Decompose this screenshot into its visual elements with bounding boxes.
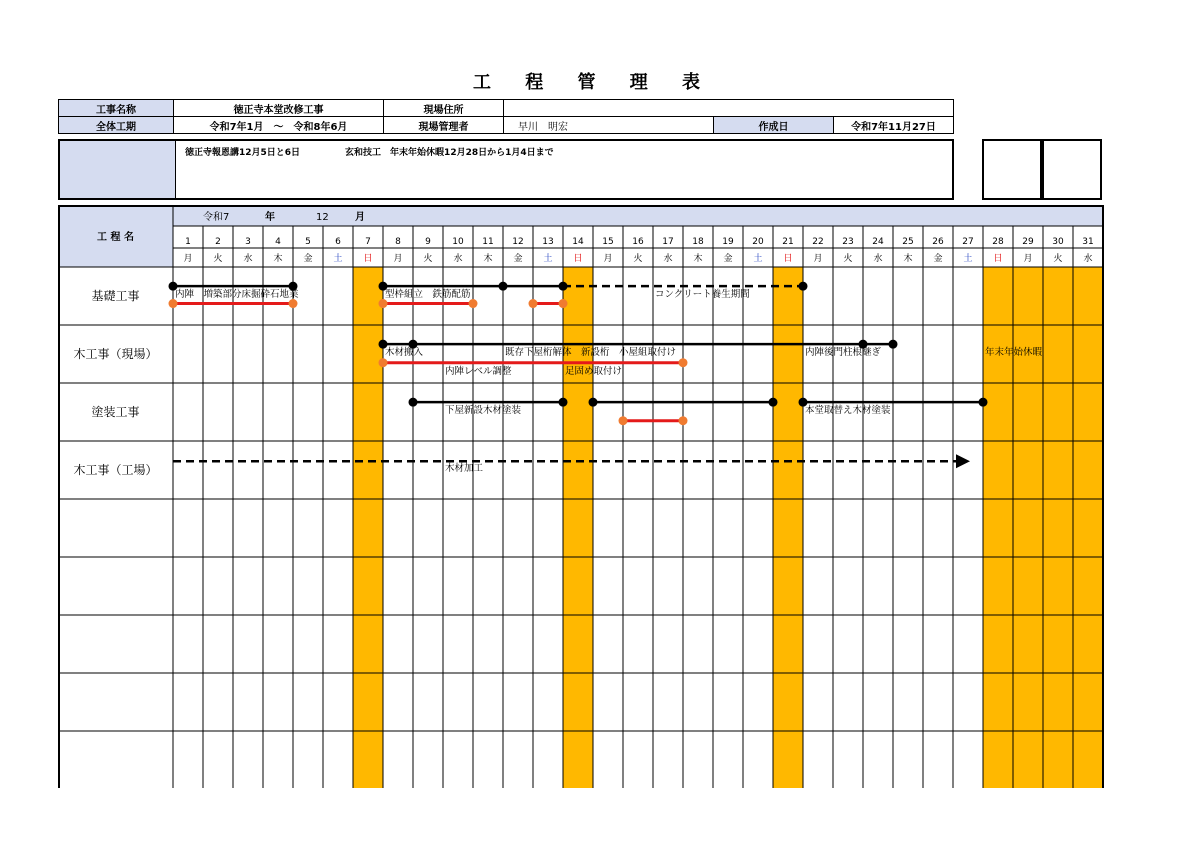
weekday-label: 土 (543, 254, 553, 264)
weekday-label: 金 (723, 254, 733, 264)
stamp-box-1 (982, 139, 1042, 200)
weekday-label: 木 (273, 254, 283, 264)
day-number: 15 (602, 237, 614, 247)
holiday-column (1013, 267, 1043, 788)
period-value: 令和7年1月 ～ 令和8年6月 (174, 117, 384, 134)
weekday-label: 土 (333, 254, 343, 264)
weekday-label: 水 (1083, 254, 1093, 264)
bar-start-dot (379, 299, 388, 308)
weekday-label: 火 (213, 254, 223, 264)
header-table (58, 99, 954, 134)
day-number: 19 (722, 237, 734, 247)
day-number: 5 (305, 237, 311, 247)
bar-label: 内陣レベル調整 (445, 366, 512, 378)
day-number: 20 (752, 237, 764, 247)
task-name: 基礎工事 (91, 289, 140, 303)
weekday-label: 水 (243, 254, 253, 264)
weekday-label: 木 (903, 254, 913, 264)
era-text: 令和7 (203, 212, 230, 223)
day-number: 24 (872, 237, 884, 247)
day-number: 9 (425, 237, 431, 247)
day-number: 29 (1022, 237, 1034, 247)
bar-end-dot (889, 340, 898, 349)
weekday-label: 日 (993, 254, 1003, 264)
day-number: 21 (782, 237, 794, 247)
day-number: 10 (452, 237, 464, 247)
task-name: 塗装工事 (91, 405, 140, 419)
task-name: 木工事（現場） (73, 347, 158, 361)
weekday-label: 日 (573, 254, 583, 264)
weekday-label: 水 (663, 254, 673, 264)
weekday-label: 火 (1053, 254, 1063, 264)
bar-end-dot (679, 416, 688, 425)
weekday-label: 水 (453, 254, 463, 264)
weekday-label: 月 (1023, 254, 1033, 264)
bar-end-dot (559, 299, 568, 308)
day-number: 23 (842, 237, 854, 247)
holiday-column (1073, 267, 1103, 788)
bar-label: 足固め取付け (565, 366, 623, 378)
weekday-label: 土 (963, 254, 973, 264)
bar-end-dot (679, 358, 688, 367)
weekday-label: 月 (813, 254, 823, 264)
day-number: 11 (482, 237, 494, 247)
day-number: 7 (365, 237, 371, 247)
day-number: 14 (572, 237, 584, 247)
day-number: 1 (185, 237, 191, 247)
bar-end-dot (769, 398, 778, 407)
year-month-band (173, 206, 1103, 226)
day-number: 18 (692, 237, 704, 247)
bar-label: 型枠組立 鉄筋配筋 (385, 289, 471, 300)
bar-start-dot (619, 416, 628, 425)
bar-label: 本堂取替え木材塗装 (805, 405, 891, 416)
day-number: 12 (512, 237, 524, 247)
day-number: 25 (902, 237, 914, 247)
bar-end-dot (799, 282, 808, 291)
weekday-label: 日 (363, 254, 373, 264)
bar-start-dot (379, 358, 388, 367)
day-number: 27 (962, 237, 974, 247)
holiday-column (353, 267, 383, 788)
site-address-label: 現場住所 (384, 100, 504, 117)
bar-label: 内陣後門柱根継ぎ (805, 347, 882, 358)
bar-start-dot (589, 398, 598, 407)
day-number: 16 (632, 237, 644, 247)
weekday-label: 月 (603, 254, 613, 264)
weekday-label: 金 (933, 254, 943, 264)
weekday-label: 火 (633, 254, 643, 264)
weekday-label: 金 (513, 254, 523, 264)
site-address-value (504, 100, 954, 117)
manager-value: 早川 明宏 (504, 117, 714, 134)
bar-label: 年末年始休暇 (985, 347, 1043, 358)
weekday-label: 月 (183, 254, 193, 264)
manager-label: 現場管理者 (384, 117, 504, 134)
holiday-column (1043, 267, 1073, 788)
weekday-label: 木 (483, 254, 493, 264)
remarks-label-cell (60, 141, 176, 198)
weekday-label: 日 (783, 254, 793, 264)
day-number: 2 (215, 237, 221, 247)
created-label: 作成日 (714, 117, 834, 134)
day-number: 8 (395, 237, 401, 247)
weekday-label: 金 (303, 254, 313, 264)
day-number: 22 (812, 237, 824, 247)
bar-end-dot (289, 299, 298, 308)
weekday-label: 火 (843, 254, 853, 264)
project-name-value: 徳正寺本堂改修工事 (174, 100, 384, 117)
weekday-label: 月 (393, 254, 403, 264)
month-label: 月 (355, 212, 365, 223)
weekday-label: 木 (693, 254, 703, 264)
bar-mid-dot (499, 282, 508, 291)
task-header-label: 工 程 名 (97, 232, 134, 243)
day-number: 28 (992, 237, 1004, 247)
bar-end-dot (469, 299, 478, 308)
bar-end-dot (559, 398, 568, 407)
bar-arrow-head (956, 454, 970, 468)
bar-start-dot (529, 299, 538, 308)
day-number: 30 (1052, 237, 1064, 247)
page-title: 工 程 管 理 表 (472, 72, 715, 93)
task-name: 木工事（工場） (73, 463, 158, 477)
day-number: 4 (275, 237, 281, 247)
day-number: 17 (662, 237, 674, 247)
bar-label: 木材搬入 (385, 347, 424, 358)
bar-label: 下屋新設木材塗装 (445, 405, 522, 416)
remarks-text: 徳正寺報恩講12月5日と6日 玄和技工 年末年始休暇12月28日から1月4日まで (185, 148, 554, 158)
weekday-label: 土 (753, 254, 763, 264)
remarks-box (58, 139, 954, 200)
project-name-label: 工事名称 (59, 100, 174, 117)
day-number: 26 (932, 237, 944, 247)
holiday-column (983, 267, 1013, 788)
bar-label: 既存下屋桁解体 新設桁 小屋組取付け (505, 347, 677, 358)
weekday-label: 水 (873, 254, 883, 264)
day-number: 31 (1082, 237, 1094, 247)
stamp-box-2 (1042, 139, 1102, 200)
bar-end-dot (979, 398, 988, 407)
day-number: 13 (542, 237, 554, 247)
year-label: 年 (265, 212, 275, 223)
period-label: 全体工期 (59, 117, 174, 134)
bar-start-dot (409, 398, 418, 407)
day-number: 3 (245, 237, 251, 247)
weekday-label: 火 (423, 254, 433, 264)
bar-label: コンクリート養生期間 (655, 289, 750, 300)
day-number: 6 (335, 237, 341, 247)
bar-label: 木材加工 (445, 463, 484, 474)
month-value: 12 (316, 212, 329, 223)
bar-label: 内陣 増築部分床掘砕石地業 (175, 289, 299, 300)
gantt-chart (58, 205, 1104, 788)
bar-start-dot (169, 299, 178, 308)
created-value: 令和7年11月27日 (834, 117, 954, 134)
